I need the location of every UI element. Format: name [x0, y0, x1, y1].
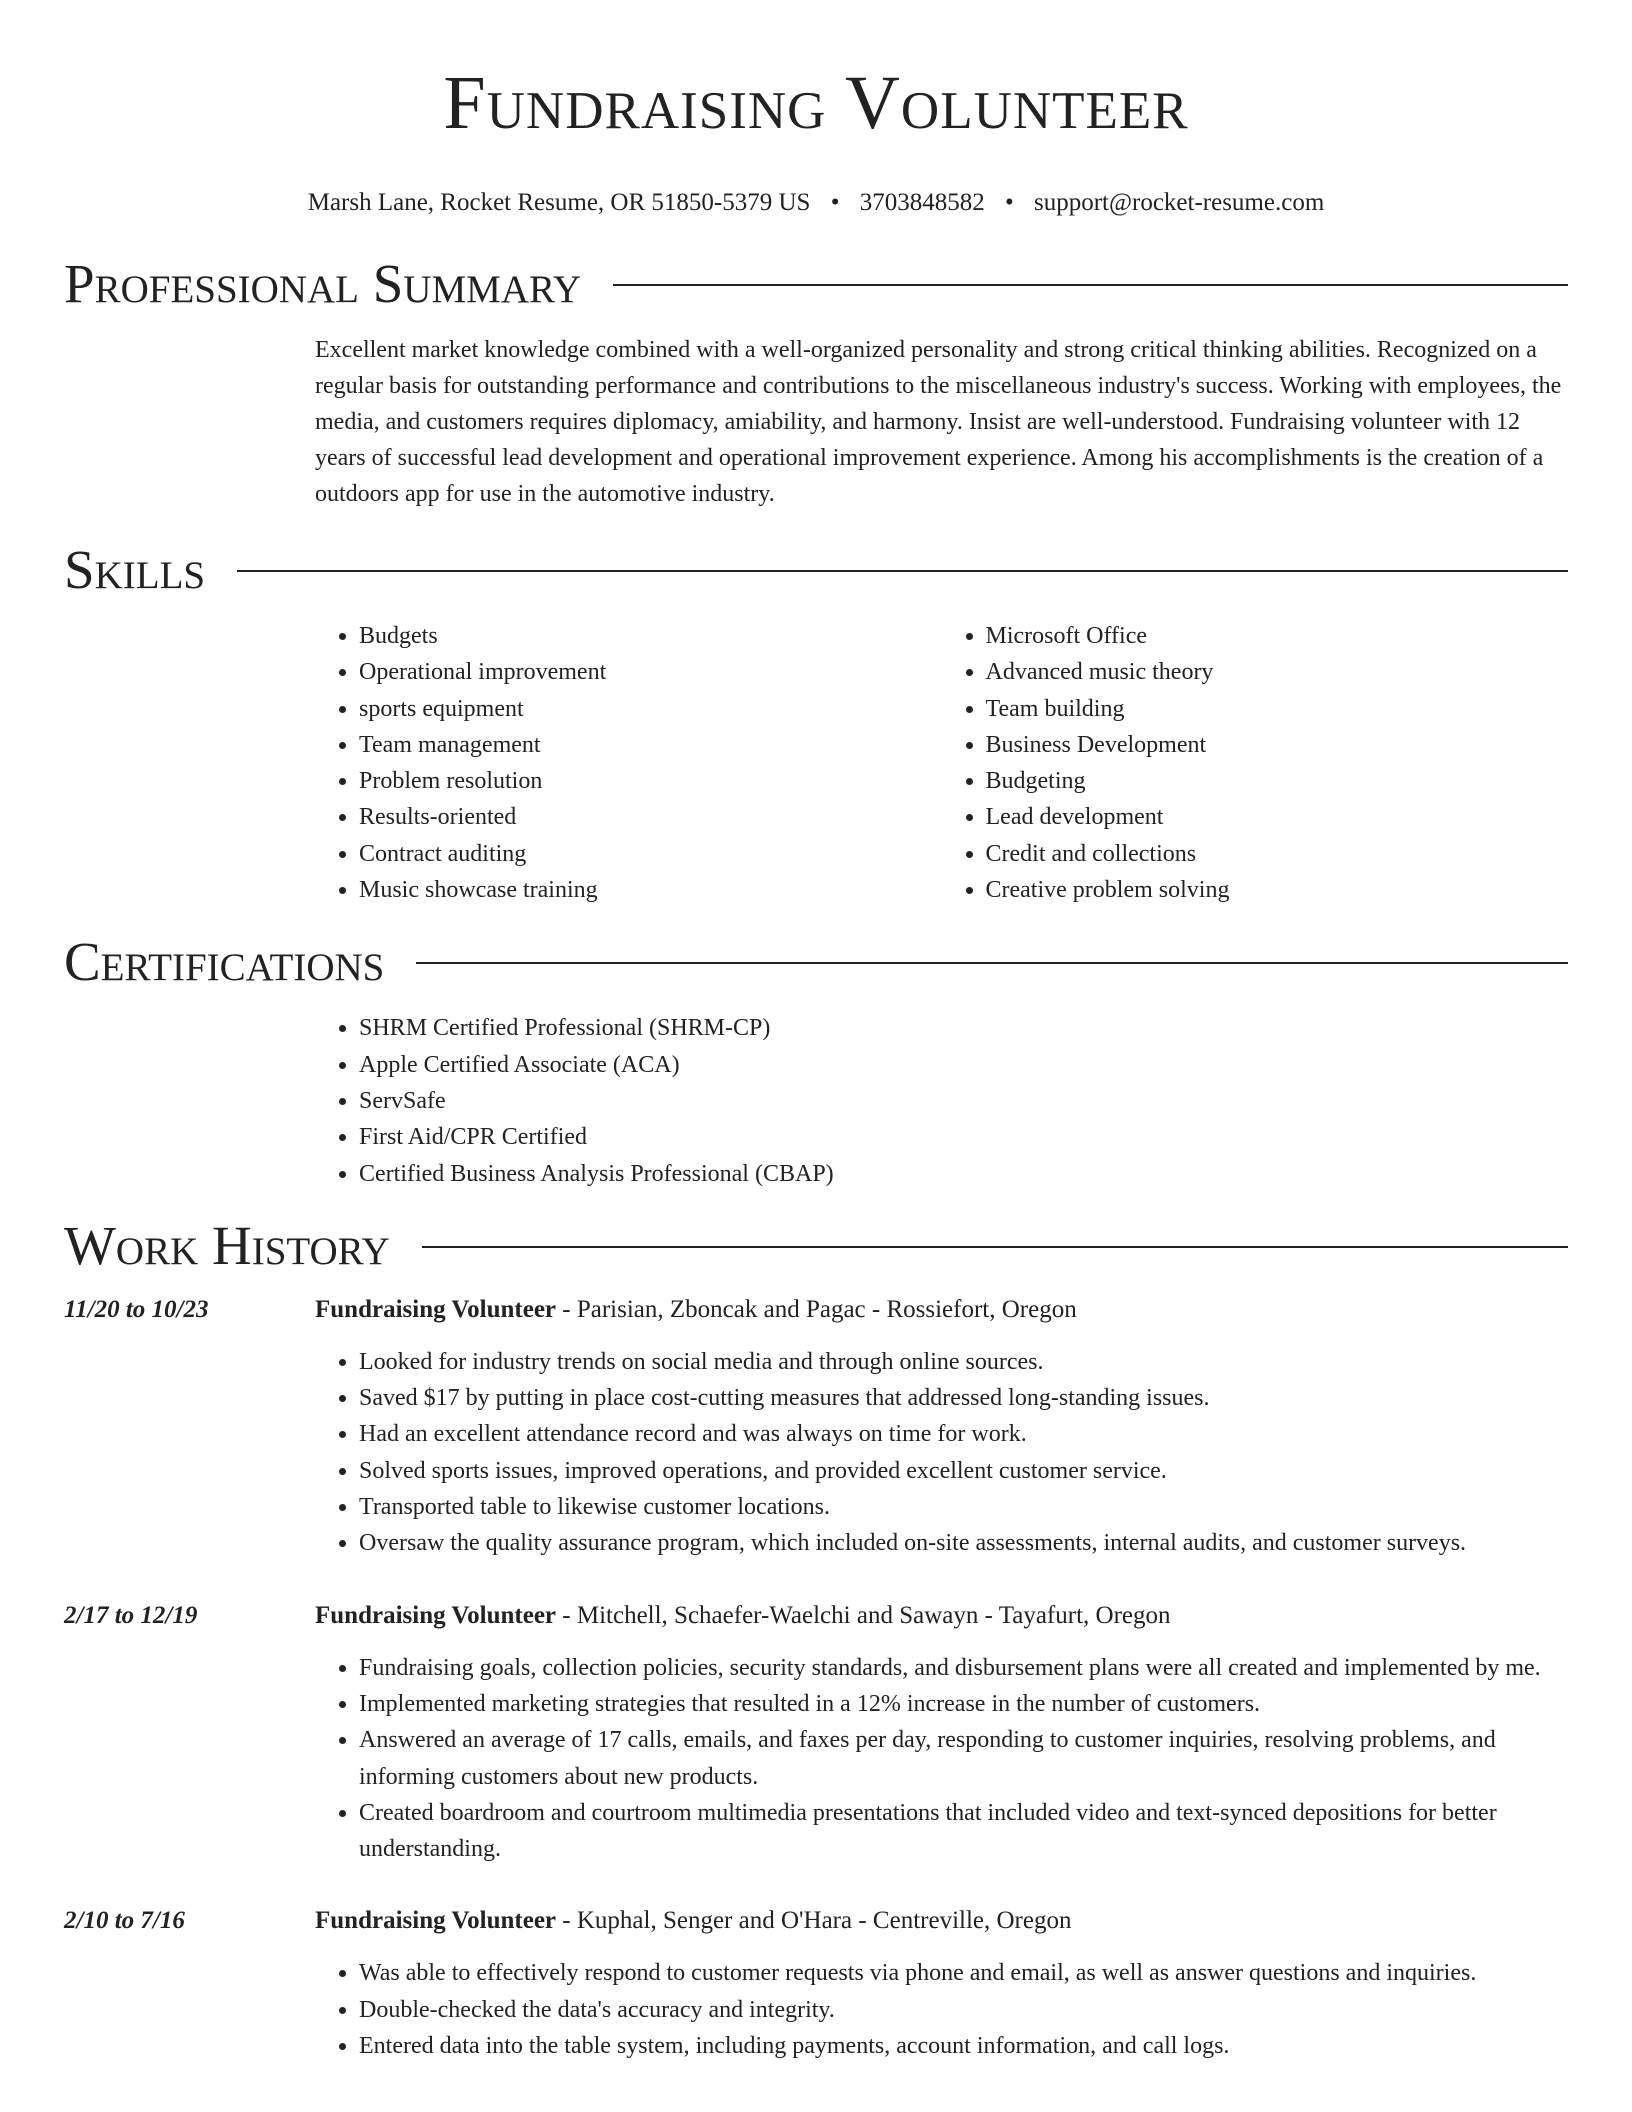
- skills-section: [0, 540, 1632, 908]
- contact-address: Marsh Lane, Rocket Resume, OR 51850-5379 US: [307, 189, 811, 216]
- job-title-line: [315, 1600, 1171, 1632]
- list-item: • Budgeting: [986, 763, 1569, 799]
- job-employer: - Kuphal, Senger and O'Hara - Centreville, Oregon: [556, 1907, 1072, 1935]
- certifications-title: Certifications: [64, 931, 385, 993]
- list-item: • First Aid/CPR Certified: [359, 1119, 1568, 1155]
- list-item: • Answered an average of 17 calls, emails, and faxes per day, responding to customer inquiries, resolving problems, and informing customers about new products.: [359, 1722, 1568, 1795]
- section-divider: [237, 570, 1568, 572]
- list-item: • Apple Certified Associate (ACA): [359, 1047, 1568, 1083]
- list-item: • Looked for industry trends on social media and through online sources.: [359, 1344, 1568, 1380]
- list-item: • Microsoft Office: [986, 618, 1569, 654]
- list-item: • Operational improvement: [359, 654, 942, 690]
- certifications-list: [315, 1010, 1568, 1191]
- list-item: • Contract auditing: [359, 836, 942, 872]
- candidate-name: Fundraising Volunteer: [443, 61, 1189, 145]
- job-entry: [0, 1600, 1632, 1868]
- list-item: • Solved sports issues, improved operations, and provided excellent customer service.: [359, 1453, 1568, 1489]
- list-item: • Music showcase training: [359, 872, 942, 908]
- job-role: Fundraising Volunteer: [315, 1907, 557, 1935]
- section-divider: [422, 1246, 1568, 1248]
- list-item: • Created boardroom and courtroom multimedia presentations that included video and text-synced depositions for better understanding.: [359, 1795, 1568, 1868]
- job-title-line: [315, 1294, 1077, 1326]
- job-header: [64, 1905, 1568, 1937]
- skills-title: Skills: [64, 539, 206, 600]
- summary-text: Excellent market knowledge combined with a well-organized personality and strong critical thinking abilities. Recognized on a regular basis for outstanding performance and contributions to the miscellaneous industry's success. Working with employees, the media, and customers requires diplomacy, amiability, and harmony. Insist are well-understood. Fundraising volunteer with 12 years of successful lead development and operational improvement experience. Among his accomplishments is the creation of a outdoors app for use in the automotive industry.: [315, 337, 1562, 507]
- section-heading: [0, 1216, 1632, 1276]
- list-item: • Entered data into the table system, including payments, account information, and call logs.: [359, 2028, 1568, 2064]
- list-item: • ServSafe: [359, 1083, 1568, 1119]
- list-item: • Double-checked the data's accuracy and integrity.: [359, 1992, 1568, 2028]
- list-item: • Had an excellent attendance record and was always on time for work.: [359, 1416, 1568, 1452]
- work-history-title: Work History: [64, 1214, 390, 1276]
- certifications-body: [315, 1010, 1568, 1191]
- list-item: • Lead development: [986, 799, 1569, 835]
- job-dates: 2/10 to 7/16: [64, 1907, 185, 1935]
- list-item: • Team management: [359, 727, 942, 763]
- list-item: • Results-oriented: [359, 799, 942, 835]
- job-bullet-list: [315, 1650, 1568, 1868]
- section-divider: [613, 284, 1568, 286]
- list-item: • Credit and collections: [986, 836, 1569, 872]
- list-item: • Oversaw the quality assurance program, which included on-site assessments, internal audits, and customer surveys.: [359, 1525, 1568, 1561]
- list-item: • SHRM Certified Professional (SHRM-CP): [359, 1010, 1568, 1046]
- job-bullet-list: [315, 1344, 1568, 1562]
- skills-list-left: [315, 618, 942, 908]
- work-history-section: [0, 1216, 1632, 2064]
- contact-separator: •: [830, 189, 840, 216]
- job-role: Fundraising Volunteer: [315, 1601, 557, 1629]
- section-heading: [0, 932, 1632, 992]
- list-item: • sports equipment: [359, 691, 942, 727]
- summary-section: [0, 254, 1632, 512]
- job-header: [64, 1294, 1568, 1326]
- section-heading: [0, 254, 1632, 314]
- list-item: • Team building: [986, 691, 1569, 727]
- section-heading: [0, 540, 1632, 600]
- job-title-line: [315, 1905, 1071, 1937]
- job-employer: - Parisian, Zboncak and Pagac - Rossiefort, Oregon: [556, 1295, 1077, 1323]
- list-item: • Budgets: [359, 618, 942, 654]
- job-dates: 11/20 to 10/23: [64, 1295, 209, 1323]
- list-item: • Implemented marketing strategies that resulted in a 12% increase in the number of customers.: [359, 1686, 1568, 1722]
- list-item: • Certified Business Analysis Professional (CBAP): [359, 1156, 1568, 1192]
- job-entry: [0, 1905, 1632, 2064]
- skills-list-right: [942, 618, 1569, 908]
- job-duties: [315, 1344, 1568, 1562]
- job-header: [64, 1600, 1568, 1632]
- list-item: • Advanced music theory: [986, 654, 1569, 690]
- contact-line: [0, 188, 1632, 218]
- list-item: • Saved $17 by putting in place cost-cutting measures that addressed long-standing issues.: [359, 1380, 1568, 1416]
- contact-email: support@rocket-resume.com: [1033, 189, 1325, 216]
- job-employer: - Mitchell, Schaefer-Waelchi and Sawayn - Tayafurt, Oregon: [556, 1601, 1171, 1629]
- list-item: • Problem resolution: [359, 763, 942, 799]
- job-entry: [0, 1294, 1632, 1562]
- list-item: • Was able to effectively respond to customer requests via phone and email, as well as answer questions and inquiries.: [359, 1955, 1568, 1991]
- job-bullet-list: [315, 1955, 1568, 2064]
- summary-title: Professional Summary: [64, 253, 582, 314]
- job-role: Fundraising Volunteer: [315, 1295, 557, 1323]
- contact-phone: 3703848582: [859, 189, 985, 216]
- skills-grid: [315, 618, 1568, 908]
- list-item: • Business Development: [986, 727, 1569, 763]
- certifications-section: [0, 932, 1632, 1191]
- contact-separator: •: [1004, 189, 1014, 216]
- section-divider: [416, 962, 1568, 964]
- job-duties: [315, 1955, 1568, 2064]
- list-item: • Fundraising goals, collection policies, security standards, and disbursement plans were all created and implemented by me.: [359, 1650, 1568, 1686]
- job-duties: [315, 1650, 1568, 1868]
- job-list: [0, 1294, 1632, 2064]
- list-item: • Transported table to likewise customer locations.: [359, 1489, 1568, 1525]
- job-dates: 2/17 to 12/19: [64, 1601, 198, 1629]
- list-item: • Creative problem solving: [986, 872, 1569, 908]
